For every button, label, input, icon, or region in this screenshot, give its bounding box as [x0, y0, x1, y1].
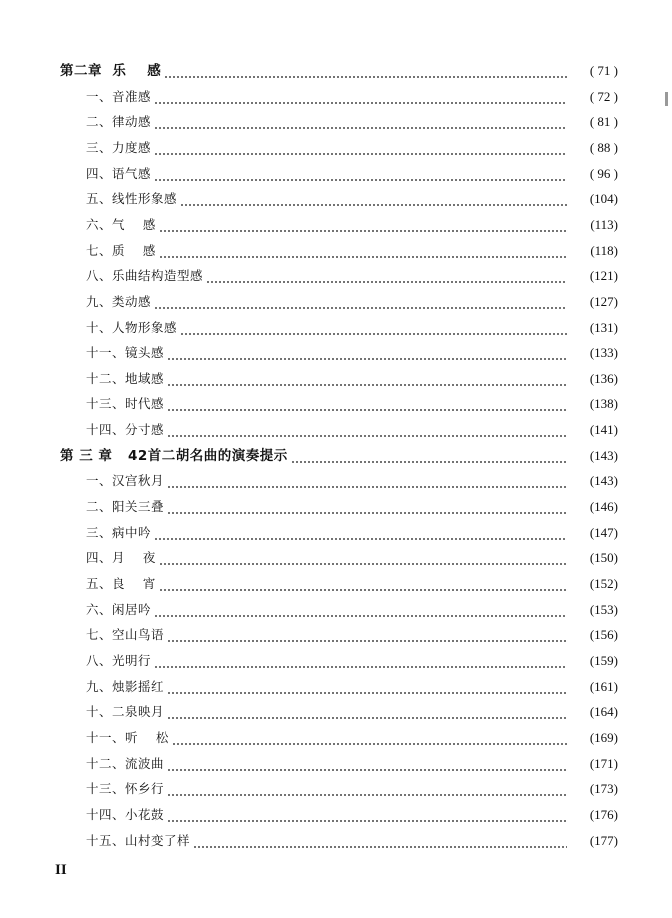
toc-entry-page: (169) — [589, 729, 618, 745]
toc-section-row[interactable] — [86, 161, 618, 183]
toc-entry-page: (113) — [590, 216, 618, 232]
dot-leader — [167, 703, 567, 721]
toc-section-row[interactable] — [86, 212, 618, 234]
toc-entry-page: (118) — [590, 242, 618, 258]
toc-entry-page: (143) — [589, 447, 618, 463]
toc-section-row[interactable] — [86, 622, 618, 644]
dot-leader — [154, 165, 567, 183]
toc-section-row[interactable] — [86, 238, 618, 260]
dot-leader — [193, 832, 567, 850]
toc-section-row[interactable] — [86, 366, 618, 388]
dot-leader — [154, 601, 567, 619]
toc-entry-title: 第 三 章 42首二胡名曲的演奏提示 — [60, 447, 288, 464]
toc-entry-page: (150) — [589, 550, 618, 566]
toc-entry-page: (159) — [589, 652, 618, 668]
toc-entry-page: (177) — [589, 832, 618, 848]
toc-entry-page: (161) — [589, 678, 618, 694]
toc-section-row[interactable] — [86, 571, 618, 593]
dot-leader — [154, 293, 567, 311]
toc-section-row[interactable] — [86, 340, 618, 362]
toc-section-row[interactable] — [86, 545, 618, 567]
dot-leader — [154, 88, 567, 106]
toc-entry-title: 第二章 乐 感 — [60, 63, 162, 79]
dot-leader — [206, 267, 567, 285]
dot-leader — [167, 421, 567, 439]
dot-leader — [167, 472, 567, 490]
toc-entry-title: 九、烛影摇红 — [86, 678, 165, 694]
dot-leader — [167, 678, 567, 696]
toc-entry-title: 六、闲居吟 — [86, 601, 152, 617]
toc-section-row[interactable] — [86, 186, 618, 208]
toc-entry-page: ( 71 ) — [589, 63, 618, 78]
dot-leader — [167, 498, 567, 516]
toc-entry-title: 八、乐曲结构造型感 — [86, 268, 204, 284]
toc-entry-page: (104) — [589, 191, 618, 207]
toc-entry-page: (131) — [589, 319, 618, 335]
toc-entry-title: 四、月 夜 — [86, 550, 156, 566]
toc-section-row[interactable] — [86, 828, 618, 850]
toc-entry-page: (156) — [589, 627, 618, 643]
toc-chapter-row[interactable] — [60, 58, 618, 80]
toc-entry-title: 十、二泉映月 — [86, 704, 165, 720]
dot-leader — [154, 652, 567, 670]
toc-section-row[interactable] — [86, 494, 618, 516]
toc-entry-title: 十四、分寸感 — [86, 422, 165, 438]
toc-entry-title: 一、汉宫秋月 — [86, 473, 165, 489]
dot-leader — [159, 216, 567, 234]
toc-section-row[interactable] — [86, 802, 618, 824]
toc-entry-title: 三、病中吟 — [86, 524, 152, 540]
dot-leader — [154, 524, 567, 542]
toc-chapter-row[interactable] — [60, 443, 618, 465]
dot-leader — [167, 780, 567, 798]
toc-section-row[interactable] — [86, 725, 618, 747]
toc-entry-page: ( 88 ) — [589, 139, 618, 155]
toc-entry-title: 七、质 感 — [86, 242, 156, 258]
toc-entry-title: 九、类动感 — [86, 293, 152, 309]
dot-leader — [154, 139, 567, 157]
toc-entry-title: 一、音准感 — [86, 88, 152, 104]
dot-leader — [167, 626, 567, 644]
dot-leader — [159, 242, 567, 260]
toc-entry-title: 五、良 宵 — [86, 576, 156, 591]
toc-section-row[interactable] — [86, 776, 618, 798]
toc-entry-page: (143) — [589, 473, 618, 489]
toc-entry-title: 八、光明行 — [86, 652, 152, 668]
toc-entry-page: (152) — [589, 576, 618, 591]
toc-entry-title: 二、律动感 — [86, 114, 152, 130]
toc-entry-title: 六、气 感 — [86, 216, 156, 232]
page-number: II — [55, 862, 67, 878]
dot-leader — [154, 113, 567, 131]
dot-leader — [167, 370, 567, 388]
toc-entry-title: 三、力度感 — [86, 139, 152, 155]
dot-leader — [159, 575, 567, 593]
toc-section-row[interactable] — [86, 648, 618, 670]
toc-entry-title: 十四、小花鼓 — [86, 806, 165, 822]
toc-section-row[interactable] — [86, 109, 618, 131]
toc-entry-page: (127) — [589, 293, 618, 309]
toc-entry-title: 十二、流波曲 — [86, 755, 165, 771]
dot-leader — [180, 190, 567, 208]
toc-section-row[interactable] — [86, 417, 618, 439]
toc-entry-page: (138) — [589, 396, 618, 412]
toc-section-row[interactable] — [86, 391, 618, 413]
toc-entry-title: 十、人物形象感 — [86, 319, 178, 335]
toc-entry-page: ( 81 ) — [589, 114, 618, 130]
toc-entry-page: (133) — [589, 345, 618, 361]
toc-section-row[interactable] — [86, 315, 618, 337]
toc-entry-title: 十二、地域感 — [86, 370, 165, 386]
dot-leader — [167, 344, 567, 362]
toc-section-row[interactable] — [86, 520, 618, 542]
toc-section-row[interactable] — [86, 135, 618, 157]
toc-entry-page: (146) — [589, 499, 618, 515]
dot-leader — [180, 319, 567, 337]
toc-entry-page: (171) — [589, 755, 618, 771]
toc-entry-title: 十一、听 松 — [86, 729, 169, 745]
toc-entry-page: ( 96 ) — [589, 165, 618, 181]
toc-entry-page: (176) — [589, 806, 618, 822]
toc-section-row[interactable] — [86, 289, 618, 311]
toc-entry-title: 七、空山鸟语 — [86, 627, 165, 643]
toc-entry-title: 十三、怀乡行 — [86, 781, 165, 797]
toc-entry-page: (141) — [589, 422, 618, 438]
dot-leader — [291, 447, 567, 465]
toc-section-row[interactable] — [86, 468, 618, 490]
toc-section-row[interactable] — [86, 674, 618, 696]
toc-section-row[interactable] — [86, 751, 618, 773]
toc-entry-title: 五、线性形象感 — [86, 191, 178, 207]
dot-leader — [167, 755, 567, 773]
margin-mark — [665, 92, 668, 106]
toc-section-row[interactable] — [86, 263, 618, 285]
toc-entry-title: 十一、镜头感 — [86, 345, 165, 361]
toc-entry-title: 四、语气感 — [86, 165, 152, 181]
toc-entry-page: (121) — [589, 268, 618, 284]
toc-entry-title: 十五、山村变了样 — [86, 832, 191, 848]
toc-entry-page: (153) — [589, 601, 618, 617]
dot-leader — [164, 62, 567, 80]
toc-entry-title: 二、阳关三叠 — [86, 499, 165, 515]
toc-entry-page: (173) — [589, 781, 618, 797]
dot-leader — [167, 395, 567, 413]
toc-entry-page: (164) — [589, 704, 618, 720]
dot-leader — [172, 729, 567, 747]
toc-entry-page: ( 72 ) — [589, 88, 618, 104]
toc-section-row[interactable] — [86, 84, 618, 106]
toc-entry-title: 十三、时代感 — [86, 396, 165, 412]
toc-entry-page: (147) — [589, 524, 618, 540]
toc-section-row[interactable] — [86, 699, 618, 721]
toc-section-row[interactable] — [86, 597, 618, 619]
dot-leader — [167, 806, 567, 824]
dot-leader — [159, 549, 567, 567]
toc-entry-page: (136) — [589, 370, 618, 386]
